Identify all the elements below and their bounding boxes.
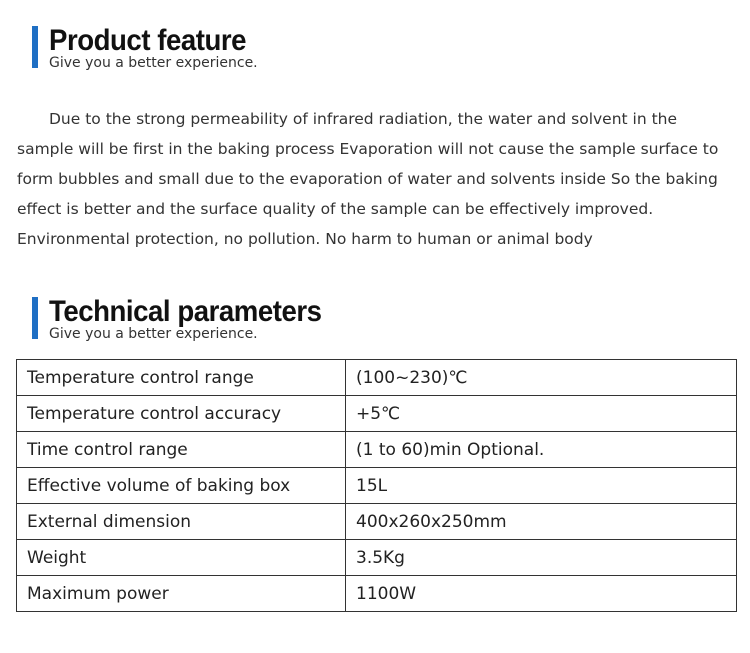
feature-description: Due to the strong permeability of infrared radiation, the water and solvent in the sample will be first in the baking process Evaporation will not cause the sample surface to form bubbles and small due to the evaporation of water and solvents inside So the baking effect is better and the surface quality of the sample can be effectively improved. Environmental protection, no pollution. No harm to human or animal body — [17, 110, 719, 248]
param-value: 400x260x250mm — [346, 504, 737, 540]
table-row — [17, 360, 737, 396]
accent-bar — [32, 26, 38, 68]
param-label: Maximum power — [17, 576, 346, 612]
table-row — [17, 576, 737, 612]
param-label: Weight — [17, 540, 346, 576]
param-value: 3.5Kg — [346, 540, 737, 576]
section-title: Product feature — [49, 24, 247, 57]
param-label: Effective volume of baking box — [17, 468, 346, 504]
param-value: +5℃ — [346, 396, 737, 432]
table-row — [17, 540, 737, 576]
section-subtitle: Give you a better experience. — [49, 55, 258, 71]
param-value: 15L — [346, 468, 737, 504]
section-subtitle: Give you a better experience. — [49, 326, 258, 342]
table-row — [17, 396, 737, 432]
parameters-table — [16, 359, 737, 612]
param-label: Temperature control accuracy — [17, 396, 346, 432]
param-value: (1 to 60)min Optional. — [346, 432, 737, 468]
section-title: Technical parameters — [49, 295, 322, 328]
table-row — [17, 504, 737, 540]
param-label: Temperature control range — [17, 360, 346, 396]
accent-bar — [32, 297, 38, 339]
param-value: (100~230)℃ — [346, 360, 737, 396]
param-label: External dimension — [17, 504, 346, 540]
table-row — [17, 432, 737, 468]
table-row — [17, 468, 737, 504]
param-value: 1100W — [346, 576, 737, 612]
param-label: Time control range — [17, 432, 346, 468]
